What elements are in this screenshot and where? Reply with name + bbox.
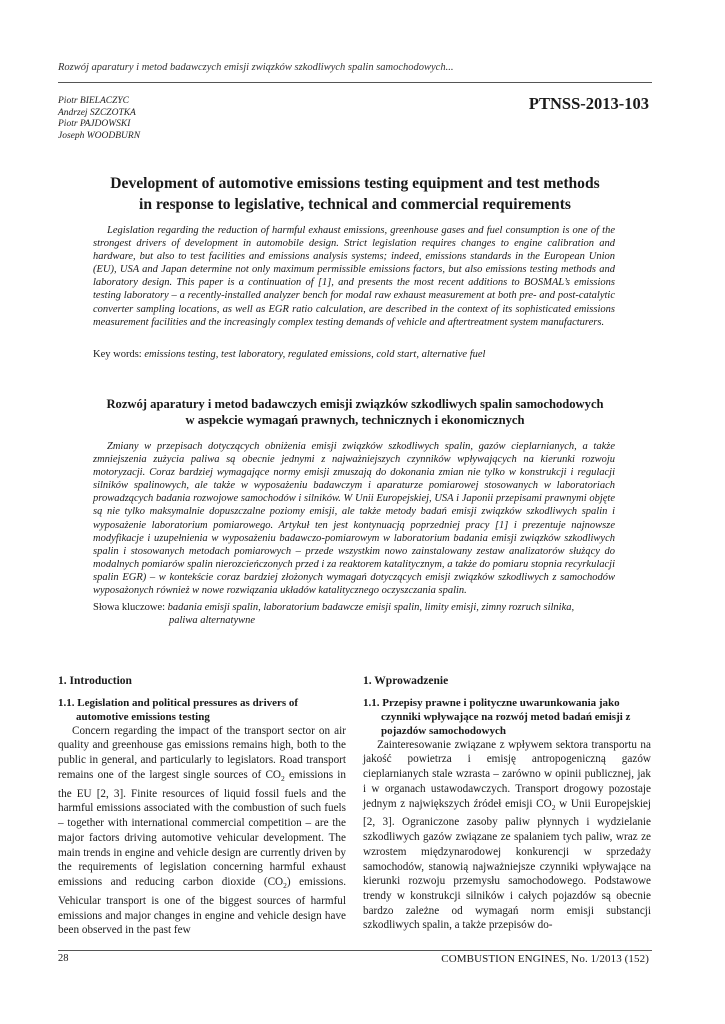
running-head: Rozwój aparatury i metod badawczych emisji związków szkodliwych spalin samochodowych...: [58, 62, 454, 73]
journal-name: COMBUSTION ENGINES, No. 1/2013 (152): [441, 953, 649, 965]
header-rule: [58, 82, 652, 83]
paper-title-pl: [58, 396, 652, 428]
author-list: [58, 96, 140, 142]
abstract-pl: Zmiany w przepisach dotyczących obniżenia emisji związków szkodliwych spalin, gazów cieplarnianych, a także zmniejszenia zużycia paliwa są obecnie jednymi z najważniejszych czynników wpływających na kierunki rozwoju motoryzacji. Coraz bardziej wymagające normy emisji zmuszają do dokonania zmian nie tylko w konstrukcji i regulacji silników spalinowych, ale także w wyposażeniu badawczym i aparaturze pomiarowej stosowanych w laboratoriach prowadzących badania rozwojowe samochodów i silników. W Unii Europejskiej, USA i Japonii przepisami prawnymi objęte są nie tylko maksymalnie dopuszczalne poziomy emisji, ale także metody badań emisji związków szkodliwych spalin i wyposażenie laboratorium pomiarowego. Artykuł ten jest kontynuacją poprzedniej pracy [1] i prezentuje najnowsze modyfikacje i uzupełnienia w wyposażeniu badawczo-pomiarowym w laboratorium badania emisji związków szkodliwych spalin i stosowanych metodach pomiarowych – przede wszystkim nowo zainstalowany zestaw analizatorów służący do modalnych pomiarów spalin nierozcieńczonych przed i za reaktorem katalitycznym, a także do pomiaru stopnia recyrkulacji spalin EGR) – w kontekście coraz bardziej złożonych wymagań dotyczących emisji związków szkodliwych z samochodów wyposażonych również w nowe rozwiązania układów katalitycznego oczyszczania spalin.: [93, 441, 615, 597]
title-line: Rozwój aparatury i metod badawczych emisji związków szkodliwych spalin samochodowych: [106, 397, 604, 411]
keywords-pl: [93, 601, 615, 627]
section-heading: 1. Introduction: [58, 675, 132, 687]
keywords-value: badania emisji spalin, laboratorium badawcze emisji spalin, limity emisji, zimny rozruch silnika,: [167, 602, 575, 613]
title-line: Development of automotive emissions testing equipment and test methods: [110, 175, 600, 192]
author: Joseph WOODBURN: [58, 130, 141, 141]
subsection-heading: 1.1. Legislation and political pressures as drivers of automotive emissions testing: [58, 696, 299, 723]
keywords-label: Słowa kluczowe:: [93, 602, 166, 613]
title-line: in response to legislative, technical and commercial requirements: [139, 196, 571, 213]
keywords-label: Key words:: [93, 349, 142, 360]
footer-rule: [58, 950, 652, 951]
keywords-value-continued: paliwa alternatywne: [169, 615, 256, 626]
body-paragraph: Concern regarding the impact of the transport sector on air quality and greenhouse gas emissions remains high, both to the public in general, and particularly to legislators. Road transport remains one of the largest single sources of $CO_2$ emissions in the EU [2, 3]. Finite resources of liquid fossil fuels and the harmful emissions associated with the combustion of such fuels – together with international commercial competition – are the major factors driving automotive vehicular development. The main trends in engine and vehicle design are currently driven by the requirements of legislation concerning harmful exhaust emissions and reducing carbon dioxide $(CO_2)$ emissions. Vehicular transport is one of the biggest sources of harmful emissions and major changes in engine and vehicle design have been observed in the past few: [58, 724, 346, 937]
subsection-heading: 1.1. Przepisy prawne i polityczne uwarunkowania jako czynniki wpływające na rozwój metod badań emisji z pojazdów samochodowych: [363, 696, 631, 737]
body-paragraph: Zainteresowanie związane z wpływem sektora transportu na jakość powietrza i emisję antropogeniczną gazów cieplarnianych stale wzrasta – zarówno w opinii publicznej, jak i w organach ustawodawczych. Transport drogowy pozostaje jednym z największych źródeł emisji $CO_2$ w Unii Europejskiej [2, 3]. Ograniczone zasoby paliw płynnych i wydzielanie szkodliwych gazów związane ze spalaniem tych paliw, wraz ze wzrostem międzynarodowej konkurencji w sprzedaży samochodów, stanowią najważniejsze czynniki wpływające na kierunki rozwoju przemysłu samochodowego. Podstawowe trendy w konstrukcji silników i całych pojazdów są obecnie bardzo zależne od wymagań norm emisji substancji szkodliwych spalin, a także przepisów do-: [363, 738, 652, 932]
section-heading: 1. Wprowadzenie: [363, 675, 449, 687]
body-column-left: [58, 674, 346, 938]
paper-title-en: [58, 173, 652, 215]
paper-code: PTNSS-2013-103: [528, 94, 649, 113]
author: Andrzej SZCZOTKA: [58, 107, 136, 118]
page-number: 28: [58, 953, 69, 964]
keywords-value: emissions testing, test laboratory, regulated emissions, cold start, alternative fuel: [144, 349, 486, 360]
title-line: w aspekcie wymagań prawnych, technicznych i ekonomicznych: [185, 413, 525, 427]
body-column-right: [363, 674, 651, 933]
author: Piotr BIELACZYC: [58, 96, 129, 106]
abstract-en: Legislation regarding the reduction of harmful exhaust emissions, greenhouse gases and fuel consumption is one of the strongest drivers of development in automobile design. Strict legislation requires changes to engine calibration and hardware, but also to test facilities and emissions analysis systems; indeed, emissions standards in the European Union (EU), USA and Japan determine not only maximum permissible emissions factors, but also emissions testing methods and laboratory design. This paper is a continuation of [1], and presents the most recent additions to BOSMAL’s emissions testing laboratory – a recently-installed analyzer bench for modal raw exhaust measurement at both pre- and post-catalytic converter sampling locations, as well as EGR ratio calculation, are described in the context of its sophisticated emissions measurement facilities and the increasingly complex testing demands of vehicle and aftertreatment system manufacturers.: [93, 225, 615, 328]
keywords-en: [93, 348, 623, 361]
author: Piotr PAJDOWSKI: [58, 119, 131, 129]
